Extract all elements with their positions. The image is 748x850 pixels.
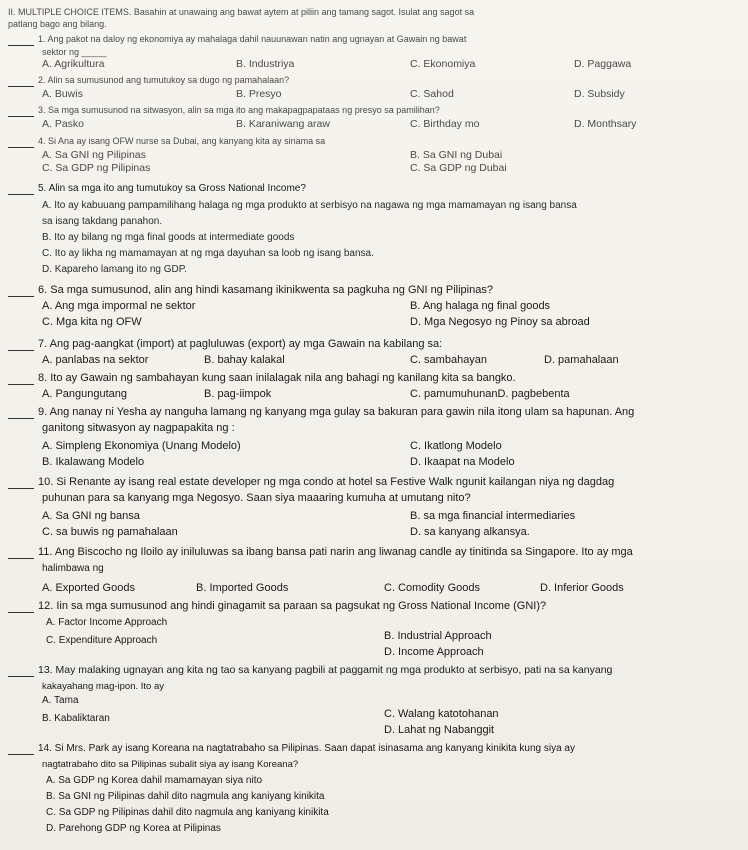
question-10-cont: puhunan para sa kanyang mga Negosyo. Saan siya maaaring kumuha at umutang nito?: [42, 492, 471, 504]
choice-d: D. Ikaapat na Modelo: [410, 456, 515, 468]
choice-c: C. Sa GDP ng Pilipinas dahil dito nagmula ang kaniyang kinikita: [46, 807, 329, 818]
choice-c: C. Ikatlong Modelo: [410, 440, 502, 452]
choice-a: A. Sa GNI ng Pilipinas: [42, 149, 146, 161]
answer-blank[interactable]: [8, 558, 34, 559]
choice-a: A. Factor Income Approach: [46, 617, 168, 628]
question-14-cont: nagtatrabaho dito sa Pilipinas subalit siya ay isang Koreana?: [42, 759, 299, 770]
question-13-cont: kakayahang mag-ipon. Ito ay: [42, 681, 164, 692]
question-1: 1. Ang pakot na daloy ng ekonomiya ay mahalaga dahil nauunawan natin ang ugnayan at Gawain ng bawat: [8, 33, 466, 46]
choice-d: C. Sa GDP ng Dubai: [410, 162, 507, 174]
question-4: 4. Si Ana ay isang OFW nurse sa Dubai, ang kanyang kita ay sinama sa: [8, 135, 325, 148]
choice-d: D. Parehong GDP ng Korea at Pilipinas: [46, 823, 221, 834]
choice-d: D. Monthsary: [574, 118, 637, 130]
choice-c: C. Comodity Goods: [384, 582, 480, 594]
choice-a: A. panlabas na sektor: [42, 354, 149, 366]
question-5: 5. Alin sa mga ito ang tumutukoy sa Gross National Income?: [8, 182, 306, 195]
choice-c: C. Expenditure Approach: [46, 635, 158, 646]
choice-b: B. bahay kalakal: [204, 354, 285, 366]
choice-b: B. Industrial Approach: [384, 630, 492, 642]
choice-c: C. Sahod: [410, 88, 454, 100]
choice-b: B. Industriya: [236, 58, 295, 70]
answer-blank[interactable]: [8, 116, 34, 117]
answer-blank[interactable]: [8, 86, 34, 87]
answer-blank[interactable]: [8, 418, 34, 419]
answer-blank[interactable]: [8, 194, 34, 195]
question-9-cont: ganitong sitwasyon ay nagpapakita ng :: [42, 422, 235, 434]
question-10: 10. Si Renante ay isang real estate developer ng mga condo at hotel sa Festive Walk ngunit kailangan niya ng dagdag: [8, 476, 614, 489]
choice-b: B. Sa GNI ng Dubai: [410, 149, 503, 161]
choice-c: C. sambahayan: [410, 354, 488, 366]
choice-d: D. sa kanyang alkansya.: [410, 526, 530, 538]
choice-b: B. Imported Goods: [196, 582, 289, 594]
choice-d: D. Subsidy: [574, 88, 625, 100]
choice-a: A. Tama: [42, 695, 79, 706]
choice-b: B. Ikalawang Modelo: [42, 456, 145, 468]
choice-b: B. Sa GNI ng Pilipinas dahil dito nagmula ang kaniyang kinikita: [46, 791, 325, 802]
choice-a: A. Sa GNI ng bansa: [42, 510, 140, 522]
choice-a: A. Simpleng Ekonomiya (Unang Modelo): [42, 440, 241, 452]
choice-b: B. Presyo: [236, 88, 282, 100]
choice-b: B. pag-iimpok: [204, 388, 272, 400]
answer-blank[interactable]: [8, 147, 34, 148]
answer-blank[interactable]: [8, 45, 34, 46]
choice-c: C. pamumuhunanD. pagbebenta: [410, 388, 570, 400]
question-6: 6. Sa mga sumusunod, alin ang hindi kasamang ikinikwenta sa pagkuha ng GNI ng Pilipinas?: [8, 284, 493, 297]
choice-a: A. Ito ay kabuuang pampamilihang halaga ng mga produkto at serbisyo na nagawa ng mga mamamayan ng isang bansa: [42, 200, 577, 211]
choice-a: A. Buwis: [42, 88, 83, 100]
choice-c: C. Birthday mo: [410, 118, 480, 130]
choice-a: A. Sa GDP ng Korea dahil mamamayan siya nito: [46, 775, 263, 786]
choice-c: C. Mga kita ng OFW: [42, 316, 142, 328]
choice-a: A. Pasko: [42, 118, 85, 130]
choice-c: C. sa buwis ng pamahalaan: [42, 526, 178, 538]
question-11-cont: halimbawa ng: [42, 563, 104, 574]
choice-a: A. Pangungutang: [42, 388, 128, 400]
question-1-cont: sektor ng _____: [42, 47, 107, 57]
choice-d: D. Mga Negosyo ng Pinoy sa abroad: [410, 316, 590, 328]
answer-blank[interactable]: [8, 754, 34, 755]
question-11: 11. Ang Biscocho ng Iloilo ay iniluluwas sa ibang bansa pati narin ang liwanag candle ay tinitinda sa Singapore. Ito ay mga: [8, 546, 633, 559]
choice-b: B. sa mga financial intermediaries: [410, 510, 576, 522]
choice-c: C. Sa GDP ng Pilipinas: [42, 162, 151, 174]
choice-d: D. Lahat ng Nabanggit: [384, 724, 495, 736]
answer-blank[interactable]: [8, 612, 34, 613]
answer-blank[interactable]: [8, 296, 34, 297]
choice-b: B. Ito ay bilang ng mga final goods at intermediate goods: [42, 232, 295, 243]
choice-a: A. Agrikultura: [42, 58, 105, 70]
question-2: 2. Alin sa sumusunod ang tumutukoy sa dugo ng pamahalaan?: [8, 74, 289, 87]
instructions-title: II. MULTIPLE CHOICE ITEMS. Basahin at unawaing ang bawat aytem at piliin ang tamang sagot. Isulat ang sagot sa: [8, 7, 475, 17]
question-12: 12. Iin sa mga sumusunod ang hindi ginagamit sa paraan sa pagsukat ng Gross National Income (GNI)?: [8, 600, 546, 613]
choice-d: D. Kapareho lamang ito ng GDP.: [42, 264, 187, 275]
choice-d: D. pamahalaan: [544, 354, 619, 366]
choice-a-cont: sa isang takdang panahon.: [42, 216, 163, 227]
instructions-title-cont: patlang bago ang bilang.: [8, 19, 107, 29]
choice-b: B. Ang halaga ng final goods: [410, 300, 551, 312]
choice-d: D. Paggawa: [574, 58, 632, 70]
answer-blank[interactable]: [8, 350, 34, 351]
question-9: 9. Ang nanay ni Yesha ay nanguha lamang ng kanyang mga gulay sa bakuran para gawin nila itong ulam sa hapunan. Ang: [8, 406, 634, 419]
choice-b: B. Kabaliktaran: [42, 713, 110, 724]
choice-c: C. Ekonomiya: [410, 58, 476, 70]
choice-a: A. Exported Goods: [42, 582, 135, 594]
choice-a: A. Ang mga impormal ne sektor: [42, 300, 196, 312]
answer-blank[interactable]: [8, 488, 34, 489]
answer-blank[interactable]: [8, 676, 34, 677]
choice-d: D. Inferior Goods: [540, 582, 624, 594]
choice-c: C. Ito ay likha ng mamamayan at ng mga dayuhan sa loob ng isang bansa.: [42, 248, 374, 259]
choice-c: C. Walang katotohanan: [384, 708, 499, 720]
question-8: 8. Ito ay Gawain ng sambahayan kung saan inilalagak nila ang bahagi ng kanilang kita sa bangko.: [8, 372, 516, 385]
choice-b: B. Karaniwang araw: [236, 118, 330, 130]
answer-blank[interactable]: [8, 384, 34, 385]
choice-d: D. Income Approach: [384, 646, 484, 658]
question-3: 3. Sa mga sumusunod na sitwasyon, alin sa mga ito ang makapagpapataas ng presyo sa pamilihan?: [8, 104, 440, 117]
question-14: 14. Si Mrs. Park ay isang Koreana na nagtatrabaho sa Pilipinas. Saan dapat isinasama ang kanyang kinikita kung siya ay: [8, 742, 575, 755]
question-13: 13. May malaking ugnayan ang kita ng tao sa kanyang pagbili at paggamit ng mga produkto at serbisyo, pati na sa kanyang: [8, 664, 612, 677]
question-7: 7. Ang pag-aangkat (import) at pagluluwas (export) ay mga Gawain na kabilang sa:: [8, 338, 442, 351]
